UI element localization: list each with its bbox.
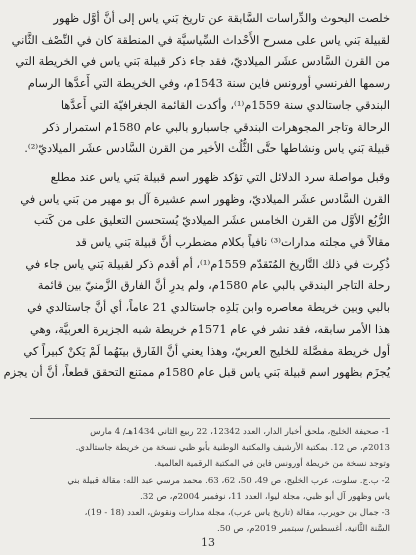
text-line: هذا الأمر سابقه، فقد نشر في عام 1571م خريطة شبه الجزيرة العربيَّة، وهي bbox=[29, 321, 390, 336]
footnote-1-continued bbox=[30, 456, 390, 472]
footnote-line: 1- صحيفة الخليج، ملحق أخبار الدار، العدد 12342، 22 ربيع الثاني 1434هـ/ 4 مارس bbox=[90, 427, 390, 437]
footnote-line: 2013م، ص 12. بمكتبة الأرشيف والمكتبة الوطنية بأبو ظبي نسخة من خريطة جاستالدي. bbox=[75, 443, 390, 454]
footnote-3 bbox=[30, 505, 390, 537]
footnote-1 bbox=[30, 424, 390, 456]
page-number: 13 bbox=[201, 536, 215, 549]
text-line: بالبي وبين خريطة معاصره وابن بَلدِه جاستالدي 21 عاماً، أي أنَّ جاستالدي في bbox=[27, 300, 390, 315]
footnotes bbox=[30, 424, 390, 537]
text-line: قبيلة بَني ياس ونشاطها حتَّى الثُّلُث الأخير من القرن السَّادس عشَر الميلاديّ⁽²⁾. bbox=[24, 141, 390, 156]
footnote-line: 3- جمال بن حويرب، مقالة (تاريخ ياس عرب)، مجلة مدارات ونقوش، العدد (18 - 19)، bbox=[84, 508, 390, 519]
text-line: مقالاً في مجلته مدارات⁽³⁾ نافياً بكلام مضطرب أنَّ قبيلة بَني ياس قد bbox=[75, 235, 390, 250]
text-line: خلصت البحوث والدِّراسات السَّابقة عن تاريخ بَني ياس إلى أنَّ أوَّل ظهور bbox=[53, 11, 390, 25]
footnote-separator bbox=[30, 418, 390, 419]
text-line: يُجزَم بظهور اسم قبيلة بَني ياس قبل عام 1580م ممتنع التحقق قطعاً، أنَّ أن يجزم bbox=[3, 365, 390, 380]
text-line: رسمها الفرنسي أورونس فاين سنة 1543م، وفي الخريطة التي أَعدَّها الرسام bbox=[27, 76, 390, 91]
text-line: أول خريطة مفصَّلة للخليج العربيّ، وهذا يعني أنَّ الفَارق بينَهُما لَمْ يَكنْ كبيراً كي bbox=[23, 343, 390, 358]
text-line: الرحالة وتاجر المجوهرات البندقي جاسبارو بالبي عام 1580م استمرار ذكر bbox=[43, 119, 390, 134]
footnote-line: وتوجد نسخة من خريطة أورونس فاين في المكتبة الرقمية العالمية. bbox=[154, 459, 390, 470]
paragraph-1 bbox=[11, 8, 390, 160]
text-line: ذُكِرت في ذلك التَّاريخ المُتَقدّم 1559م⁽¹⁾، أم أقدم ذكر لقبيلة بَني ياس جاء في bbox=[25, 256, 390, 271]
text-line: رحلة التاجر البندقي بالبي عام 1580م، ولم يدرِ أنَّ الفارق الزَّمنيّ بين قائمة bbox=[37, 278, 390, 293]
footnote-line: السَّنة الثَّانية، أغسطس/ سبتمبر 2019م، ص 50. bbox=[216, 524, 390, 535]
text-line: القرن السَّادس عشَر الميلاديّ، وظهور اسم عشيرة آل بو مهير من بَني ياس في bbox=[20, 191, 390, 206]
text-line: وقبل مواصلة سرد الدلائل التي تؤكد ظهور اسم قبيلة بَني ياس عند مطلع bbox=[50, 169, 390, 184]
footnote-line: 2- ب.ج. سلوت، عرب الخليج، ص 49، 50، 62، 63. محمد مرسي عبد الله: مقالة قبيلة بني bbox=[67, 475, 390, 486]
text-line: البندقي جاستالدي سنة 1559م⁽¹⁾، وأكدت القائمة الجغرافيّة التي أَعدَّها bbox=[60, 97, 390, 112]
text-line: الرُّبُع الأوَّل من القرن الخامس عشَر الميلاديّ يُستحسن التعليق على من كَتب bbox=[33, 213, 390, 228]
text-line: من القرن السَّادس عشَر الميلاديّ، فقد جاء ذكر قبيلة بَني ياس في الخريطة التي bbox=[15, 54, 390, 69]
text-line: لقبيلة بَني ياس على مسرح الأَحْداث السِّياسيَّة في المنطقة كان في النِّصْف الثَّاني bbox=[11, 32, 390, 47]
paragraph-2 bbox=[3, 167, 390, 384]
footnote-line: ياس وظهور آل أبو ظبي، مجلة ليوا، العدد 11، نوفمبر 2004م، ص 32. bbox=[140, 491, 390, 502]
footnote-2 bbox=[30, 473, 390, 505]
